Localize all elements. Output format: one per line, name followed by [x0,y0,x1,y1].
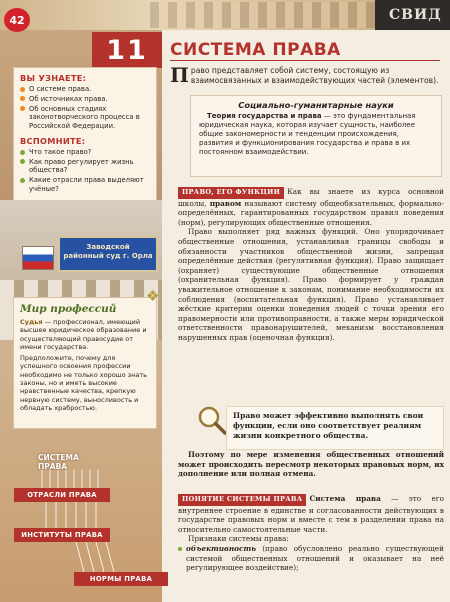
court-plate-line1: Заводской [86,243,130,251]
profession-box [14,298,156,428]
learn-title: ВЫ УЗНАЕТЕ: [20,73,87,83]
paragraph: Право выполняет ряд важных функций. Оно упорядочивает общественные отношения, устанавливая границы свободы и обязанности участников общественной жизни, запрещая определённые действия (регулятивная функция). Право защищает (охраняет) существующие общественные отношения (охранительная функция). Право формирует у граждан уважительное отношение к законам, понимание необходимости их соблюдения (воспитательная функция). Право устанавливает жёсткие критерии оценки поведения людей с точки зрения его правомерности или противоправности, а также меры юридической ответственности правонарушителей, механизм восстановления нарушенных прав (оценочная функция). [178,227,444,342]
drop-cap: П [170,63,189,87]
science-title: Социально-гуманитарные науки [238,100,394,110]
page-number: 42 [4,8,30,32]
science-term: Теория государства и права [207,112,322,120]
remember-title: ВСПОМНИТЕ: [20,136,86,147]
top-banner [0,0,450,30]
lesson-number: 11 [92,32,162,68]
title-rule [170,60,440,61]
list-item: О системе права. [20,85,150,93]
section-term: Система права [309,494,381,503]
note-box: Право может эффективно выполнять свои функции, если оно соответствует реалиям жизни конкретного общества. [226,406,444,450]
profession-term: Судья [20,318,43,326]
scheme-label: СИСТЕМА ПРАВА [38,453,79,471]
russian-flag-icon [22,246,54,270]
section-tag: ПОНЯТИЕ СИСТЕМЫ ПРАВА [178,494,306,506]
list-item: Что такое право? [20,148,150,156]
paragraph: ПРАВО, ЕГО ФУНКЦИИ Как вы знаете из курса основной школы, правом называют систему общеобязательных, формально-определённых, гарантированных государством правил поведения (норм), регулирующих общественные отношения. [178,187,445,227]
list-item: объективность (право обусловлено реально существующей системой общественных отношений и оказывает на неё регулирующее воздействие); [178,544,444,573]
remember-list [20,148,150,193]
profession-definition: Судья — профессионал, имеющий высшее юридическое образование и осуществляющий правосудие от имени государства. [20,318,147,351]
profession-question: Предположите, почему для успешного освоения профессии необходимо не только хорошо знать законы, но и иметь высокие нравственные качества, крепкую нервную систему, выносливость и обладать храбростью. [20,354,147,412]
court-plate-line2: районный суд г. Орла [63,252,153,260]
section-tag: ПРАВО, ЕГО ФУНКЦИИ [178,187,284,199]
scheme-bar-branches: ОТРАСЛИ ПРАВА [14,488,110,502]
paragraph: ПОНЯТИЕ СИСТЕМЫ ПРАВА Система права — это его внутреннее строение в единстве и согласованности действующих в государстве правовых норм и вместе с тем в разделении права на относительно самостоятельные части. [178,494,445,534]
magnifier-icon [196,404,228,436]
paragraph: Признаки системы права: [188,534,289,544]
banner-illustration [150,2,380,28]
scheme-bar-norms: НОРМЫ ПРАВА [74,572,168,586]
section-law-functions [178,187,444,343]
profession-title: Мир профессий [20,303,117,315]
list-item: Об основных стадиях законотворческого процесса в Российской Федерации. [20,105,150,130]
learn-list [20,85,150,130]
page-title: СИСТЕМА ПРАВА [170,40,341,60]
list-item: Какие отрасли права выделяют учёные? [20,176,150,193]
scheme-bar-institutions: ИНСТИТУТЫ ПРАВА [14,528,110,542]
banner-sign: СВИД [375,0,450,30]
section-law-system [178,494,444,573]
list-item: Об источниках права. [20,95,150,103]
science-box [190,95,442,177]
court-plate [58,236,158,272]
list-item: Как право регулирует жизнь общества? [20,158,150,175]
intro-paragraph: Право представляет собой систему, состоящую из взаимосвязанных и взаимодействующих частей (элементов). [170,63,439,87]
ribbon-icon: ❖ [146,287,160,305]
after-note-paragraph: Поэтому по мере изменения общественных отношений может происходить пересмотр некоторых правовых норм, их дополнение или полная отмена. [178,450,444,479]
science-text: Теория государства и права — это фундаментальная юридическая наука, которая изучает сущность, наиболее общие закономерности и тенденции происхождения, развития и функционирования государства и права в их постоянном взаимодействии. [199,112,416,156]
